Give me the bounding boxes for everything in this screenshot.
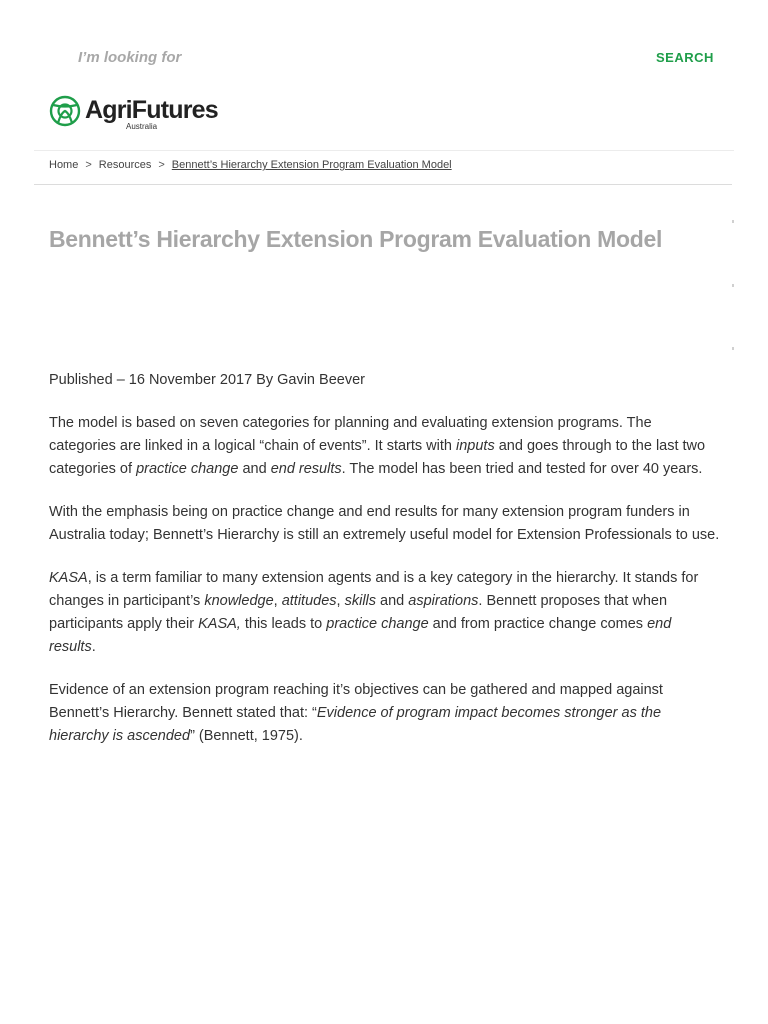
paragraph-text: . The model has been tried and tested for over 40 years. — [341, 461, 703, 477]
article-paragraph — [49, 679, 721, 748]
paragraph-text: ” (Bennett, 1975). — [190, 728, 303, 744]
published-meta: Published – 16 November 2017 By Gavin Beever — [49, 372, 365, 388]
paragraph-text: . Bennett proposes that when participants apply their — [49, 593, 668, 632]
paragraph-emphasis: inputs — [456, 438, 495, 454]
paragraph-text: The model is based on seven categories for planning and evaluating extension programs. The categories are linked in a logical “chain of events”. It starts with — [49, 415, 652, 454]
breadcrumb-divider — [34, 184, 732, 185]
article-paragraph — [49, 567, 721, 659]
search-button[interactable]: SEARCH — [648, 47, 722, 67]
paragraph-emphasis: attitudes — [281, 593, 337, 609]
paragraph-text: and from practice change comes — [428, 616, 648, 632]
scroll-edge-mark — [732, 347, 734, 350]
paragraph-text: , — [273, 593, 282, 609]
header-divider — [34, 150, 734, 151]
breadcrumb-current-link[interactable]: Bennett’s Hierarchy Extension Program Evaluation Model — [171, 159, 452, 171]
article-body — [49, 412, 721, 768]
breadcrumb-separator: > — [158, 159, 165, 171]
breadcrumb-home-link[interactable]: Home — [49, 159, 79, 171]
paragraph-emphasis: end results — [49, 616, 672, 655]
paragraph-emphasis: end results — [270, 461, 342, 477]
page-title: Bennett’s Hierarchy Extension Program Evaluation Model — [49, 226, 663, 252]
article-paragraph: With the emphasis being on practice change and end results for many extension program funders in Australia today; Bennett’s Hierarchy is still an extremely useful model for Extension Professionals to use. — [49, 504, 720, 543]
agrifutures-logo[interactable] — [49, 95, 218, 137]
paragraph-text: and — [238, 461, 271, 477]
search-bar — [0, 0, 768, 80]
search-input[interactable] — [78, 46, 598, 68]
logo-subtitle: Australia — [126, 122, 158, 131]
paragraph-text: Evidence of an extension program reaching it’s objectives can be gathered and mapped against Bennett’s Hierarchy. Bennett stated that: “ — [49, 682, 663, 721]
paragraph-text: and — [376, 593, 409, 609]
agrifutures-logo-icon — [49, 95, 81, 127]
paragraph-emphasis: skills — [344, 593, 377, 609]
paragraph-text: . — [91, 639, 96, 655]
paragraph-emphasis: KASA, — [198, 616, 241, 632]
paragraph-emphasis: practice change — [326, 616, 429, 632]
scroll-edge-mark — [732, 284, 734, 287]
article-paragraph — [49, 412, 721, 481]
quote-emphasis: Evidence of program impact becomes stronger as the hierarchy is ascended — [49, 705, 662, 744]
breadcrumb-separator: > — [85, 159, 92, 171]
scroll-edge-mark — [732, 220, 734, 223]
logo-wordmark: AgriFutures — [85, 96, 218, 124]
paragraph-text: and goes through to the last two categories of — [49, 438, 706, 477]
paragraph-emphasis: KASA — [49, 570, 88, 586]
paragraph-text: this leads to — [240, 616, 327, 632]
breadcrumb-resources-link[interactable]: Resources — [98, 159, 152, 171]
paragraph-text: , — [336, 593, 345, 609]
paragraph-emphasis: practice change — [136, 461, 239, 477]
breadcrumb — [49, 157, 452, 173]
paragraph-text: , is a term familiar to many extension agents and is a key category in the hierarchy. It stands for changes in participant’s — [49, 570, 699, 609]
paragraph-emphasis: knowledge — [204, 593, 274, 609]
paragraph-emphasis: aspirations — [408, 593, 479, 609]
